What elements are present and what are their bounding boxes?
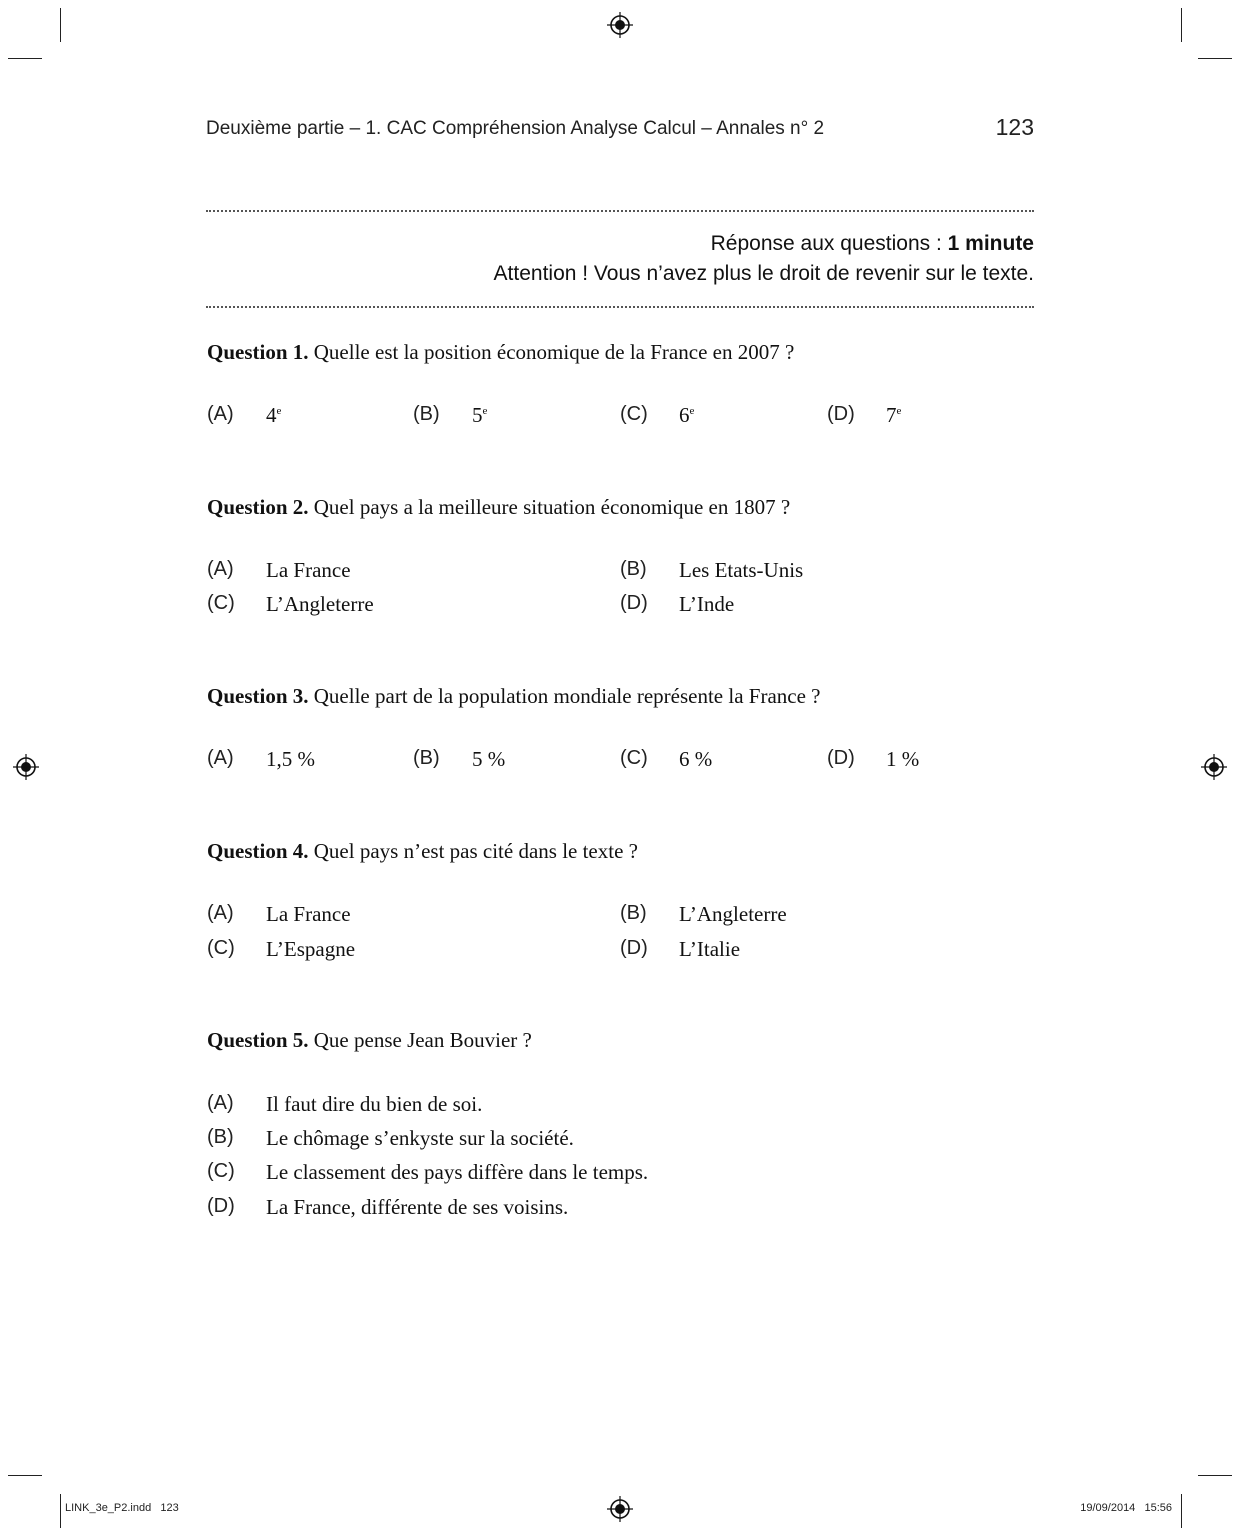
dotted-divider bbox=[206, 210, 1034, 212]
question-1 bbox=[207, 340, 794, 365]
question-text: Quelle part de la population mondiale représente la France ? bbox=[308, 684, 821, 708]
registration-mark-icon bbox=[607, 1496, 633, 1522]
option-value: 6 % bbox=[679, 747, 713, 771]
question-3 bbox=[207, 684, 820, 709]
option-letter: (C) bbox=[207, 592, 235, 614]
question-label: Question 3. bbox=[207, 684, 309, 708]
option-value: 5e bbox=[472, 403, 488, 427]
option-letter: (D) bbox=[620, 937, 648, 959]
option-value: L’Inde bbox=[679, 592, 735, 616]
option-value: Le classement des pays diffère dans le temps. bbox=[266, 1160, 649, 1184]
file-slug: LINK_3e_P2.indd 123 bbox=[65, 1502, 179, 1514]
option-value: 7e bbox=[886, 403, 902, 427]
instruction-text: Réponse aux questions : bbox=[710, 232, 948, 255]
option-value: La France, différente de ses voisins. bbox=[266, 1195, 569, 1219]
option-value: L’Angleterre bbox=[679, 902, 787, 926]
option-value: La France bbox=[266, 902, 351, 926]
option-value: 1,5 % bbox=[266, 747, 315, 771]
option-value: La France bbox=[266, 558, 351, 582]
question-4 bbox=[207, 839, 638, 864]
crop-mark bbox=[60, 8, 61, 42]
option-letter: (A) bbox=[207, 1092, 234, 1114]
option-letter: (B) bbox=[207, 1126, 234, 1148]
option-value: L’Italie bbox=[679, 937, 741, 961]
page-number: 123 bbox=[995, 114, 1034, 140]
question-text: Quelle est la position économique de la France en 2007 ? bbox=[308, 340, 795, 364]
option-letter: (C) bbox=[620, 403, 648, 425]
question-text: Que pense Jean Bouvier ? bbox=[308, 1028, 532, 1052]
option-value: L’Espagne bbox=[266, 937, 356, 961]
option-letter: (B) bbox=[620, 902, 647, 924]
option-value: Il faut dire du bien de soi. bbox=[266, 1092, 483, 1116]
option-letter: (C) bbox=[207, 1160, 235, 1182]
option-letter: (C) bbox=[207, 937, 235, 959]
option-letter: (D) bbox=[827, 747, 855, 769]
question-label: Question 5. bbox=[207, 1028, 309, 1052]
question-text: Quel pays a la meilleure situation économique en 1807 ? bbox=[308, 495, 791, 519]
crop-mark bbox=[1181, 8, 1182, 42]
option-value: 5 % bbox=[472, 747, 506, 771]
crop-mark bbox=[1198, 1475, 1232, 1476]
registration-mark-icon bbox=[13, 754, 39, 780]
instruction-line-2: Attention ! Vous n’avez plus le droit de revenir sur le texte. bbox=[493, 262, 1034, 285]
option-letter: (A) bbox=[207, 902, 234, 924]
option-value: L’Angleterre bbox=[266, 592, 374, 616]
instruction-line-1 bbox=[400, 232, 1034, 256]
option-value: Le chômage s’enkyste sur la société. bbox=[266, 1126, 574, 1150]
option-letter: (A) bbox=[207, 558, 234, 580]
option-value: Les Etats-Unis bbox=[679, 558, 804, 582]
option-letter: (D) bbox=[620, 592, 648, 614]
question-label: Question 2. bbox=[207, 495, 309, 519]
instruction-time: 1 minute bbox=[947, 232, 1034, 255]
registration-mark-icon bbox=[1201, 754, 1227, 780]
option-letter: (B) bbox=[413, 403, 440, 425]
question-label: Question 1. bbox=[207, 340, 309, 364]
crop-mark bbox=[60, 1494, 61, 1528]
crop-mark bbox=[1181, 1494, 1182, 1528]
option-letter: (B) bbox=[413, 747, 440, 769]
registration-mark-icon bbox=[607, 12, 633, 38]
question-5 bbox=[207, 1028, 532, 1053]
option-letter: (B) bbox=[620, 558, 647, 580]
crop-mark bbox=[1198, 58, 1232, 59]
option-letter: (A) bbox=[207, 403, 234, 425]
option-letter: (D) bbox=[827, 403, 855, 425]
option-value: 1 % bbox=[886, 747, 920, 771]
dotted-divider bbox=[206, 306, 1034, 308]
print-datetime: 19/09/2014 15:56 bbox=[1080, 1502, 1172, 1514]
question-2 bbox=[207, 495, 790, 520]
option-value: 6e bbox=[679, 403, 695, 427]
option-value: 4e bbox=[266, 403, 282, 427]
running-header: Deuxième partie – 1. CAC Compréhension Analyse Calcul – Annales n° 2 bbox=[206, 118, 825, 139]
option-letter: (A) bbox=[207, 747, 234, 769]
question-label: Question 4. bbox=[207, 839, 309, 863]
crop-mark bbox=[8, 58, 42, 59]
question-text: Quel pays n’est pas cité dans le texte ? bbox=[308, 839, 638, 863]
option-letter: (C) bbox=[620, 747, 648, 769]
crop-mark bbox=[8, 1475, 42, 1476]
option-letter: (D) bbox=[207, 1195, 235, 1217]
